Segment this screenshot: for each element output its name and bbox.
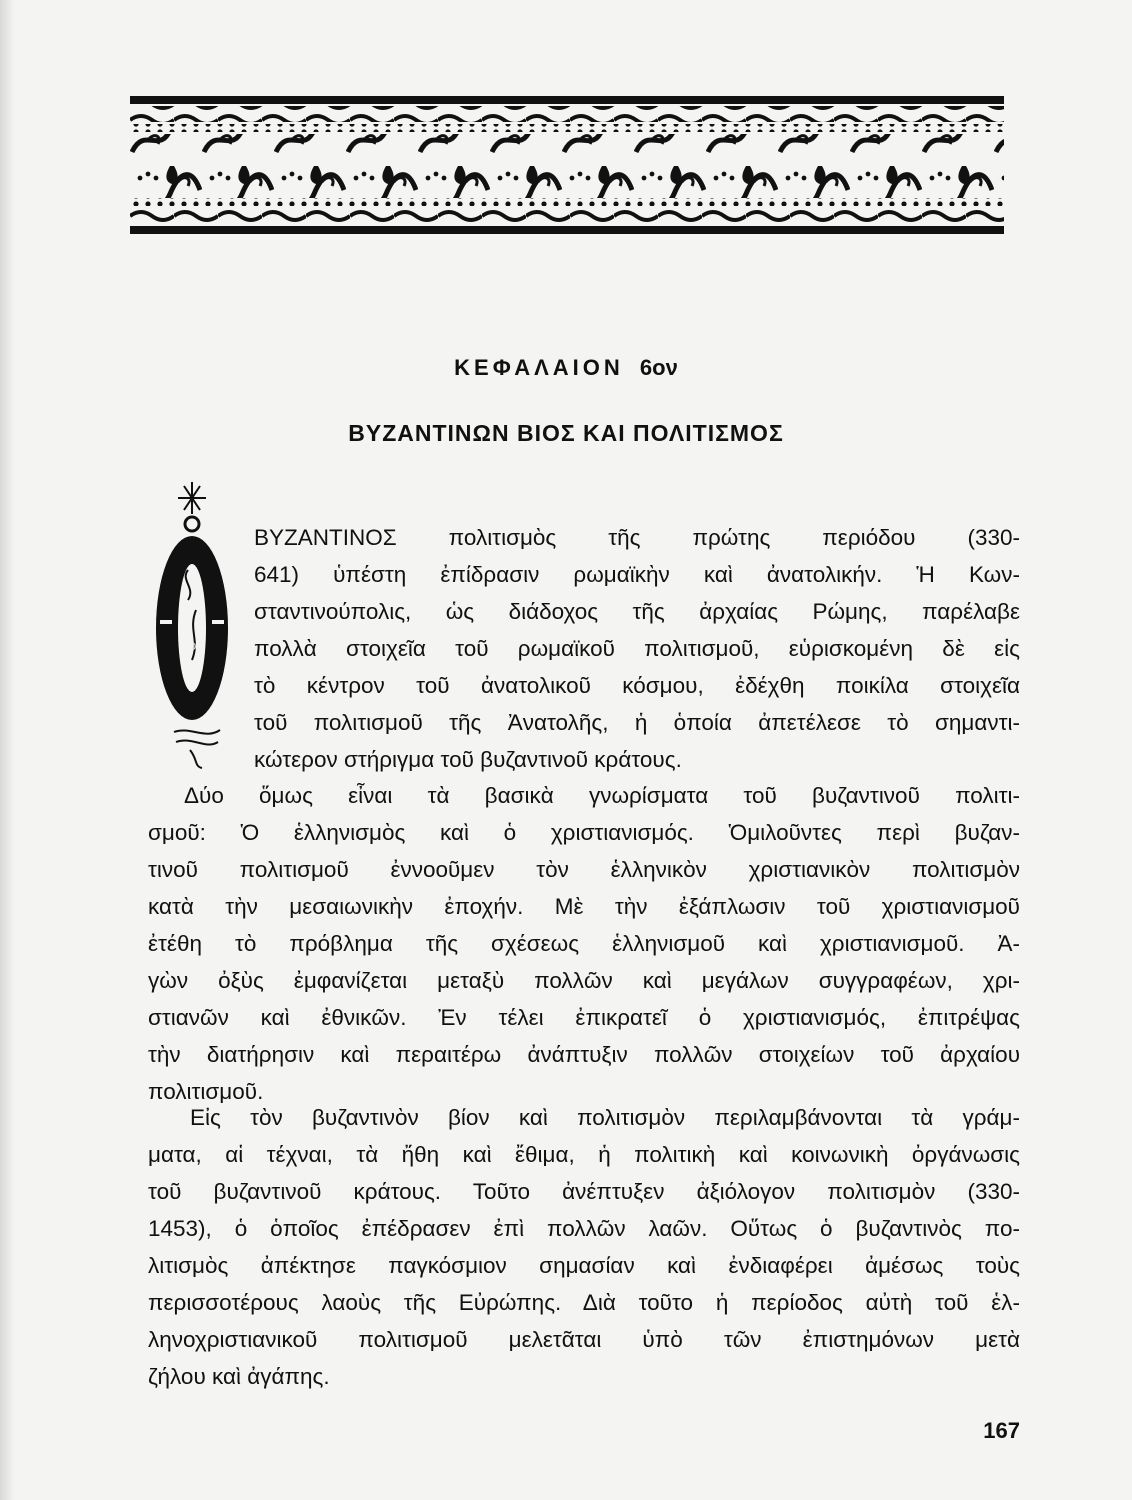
text-line: κατὰ τὴν μεσαιωνικὴν ἐποχήν. Μὲ τὴν ἐξάπλωσιν τοῦ χριστιανισμοῦ <box>148 894 1020 919</box>
chapter-number: 6ον <box>639 355 678 380</box>
text-line: σμοῦ: Ὁ ἑλληνισμὸς καὶ ὁ χριστιανισμός. Ὁμιλοῦντες περὶ βυζαν- <box>148 820 1020 845</box>
paragraph-3 <box>148 1099 1020 1395</box>
text-line: περισσοτέρους λαοὺς τῆς Εὐρώπης. Διὰ τοῦτο ἡ περίοδος αὐτὴ τοῦ ἑλ- <box>148 1290 1020 1315</box>
paragraph-2 <box>148 777 1020 1110</box>
text-line: Δύο ὅμως εἶναι τὰ βασικὰ γνωρίσματα τοῦ βυζαντινοῦ πολιτι- <box>184 783 1020 808</box>
chapter-label <box>0 355 1132 381</box>
text-line: τοῦ πολιτισμοῦ τῆς Ἀνατολῆς, ἡ ὁποία ἀπετέλεσε τὸ σημαντι- <box>254 710 1020 735</box>
text-line: ἐτέθη τὸ πρόβλημα τῆς σχέσεως ἑλληνισμοῦ καὶ χριστιανισμοῦ. Ἀ- <box>148 931 1020 956</box>
text-line: στιανῶν καὶ ἐθνικῶν. Ἐν τέλει ἐπικρατεῖ ὁ χριστιανισμός, ἐπιτρέψας <box>148 1005 1020 1030</box>
text-line: ζήλου καὶ ἀγάπης. <box>148 1364 330 1389</box>
text-line: τοῦ βυζαντινοῦ κράτους. Τοῦτο ἀνέπτυξεν ἀξιόλογον πολιτισμὸν (330- <box>148 1179 1020 1204</box>
text-line: τὸ κέντρον τοῦ ἀνατολικοῦ κόσμου, ἐδέχθη ποικίλα στοιχεῖα <box>254 673 1020 698</box>
text-line: σταντινούπολις, ὡς διάδοχος τῆς ἀρχαίας Ρώμης, παρέλαβε <box>254 599 1020 624</box>
text-line: πολιτισμοῦ. <box>148 1079 264 1104</box>
dropcap-letter: Ο <box>187 639 197 653</box>
text-line: κώτερον στήριγμα τοῦ βυζαντινοῦ κράτους. <box>254 747 682 772</box>
text-line: γὼν ὀξὺς ἐμφανίζεται μεταξὺ πολλῶν καὶ μεγάλων συγγραφέων, χρι- <box>148 968 1020 993</box>
paragraph-1 <box>148 519 1020 778</box>
page-number: 167 <box>983 1418 1020 1443</box>
text-line: ΒΥΖΑΝΤΙΝΟΣ πολιτισμὸς τῆς πρώτης περιόδου (330- <box>254 525 1020 550</box>
chapter-title: ΒΥΖΑΝΤΙΝΩΝ ΒΙΟΣ ΚΑΙ ΠΟΛΙΤΙΣΜΟΣ <box>348 420 784 446</box>
text-line: ματα, αἱ τέχναι, τὰ ἤθη καὶ ἔθιμα, ἡ πολιτικὴ καὶ κοινωνικὴ ὀργάνωσις <box>148 1142 1020 1167</box>
text-line: τινοῦ πολιτισμοῦ ἐννοοῦμεν τὸν ἑλληνικὸν χριστιανικὸν πολιτισμὸν <box>148 857 1020 882</box>
ornamental-header-band <box>130 96 1004 236</box>
text-line: 641) ὑπέστη ἐπίδρασιν ρωμαϊκὴν καὶ ἀνατολικήν. Ἡ Κων- <box>254 562 1020 587</box>
chapter-word: ΚΕΦΑΛΑΙΟΝ <box>454 355 624 380</box>
text-line: Εἰς τὸν βυζαντινὸν βίον καὶ πολιτισμὸν περιλαμβάνονται τὰ γράμ- <box>190 1105 1020 1130</box>
text-line: ληνοχριστιανικοῦ πολιτισμοῦ μελετᾶται ὑπὸ τῶν ἐπιστημόνων μετὰ <box>148 1327 1020 1352</box>
text-line: πολλὰ στοιχεῖα τοῦ ρωμαϊκοῦ πολιτισμοῦ, εὑρισκομένη δὲ εἰς <box>254 636 1020 661</box>
text-line: τὴν διατήρησιν καὶ περαιτέρω ἀνάπτυξιν πολλῶν στοιχείων τοῦ ἀρχαίου <box>148 1042 1020 1067</box>
text-line: 1453), ὁ ὁποῖος ἐπέδρασεν ἐπὶ πολλῶν λαῶν. Οὕτως ὁ βυζαντινὸς πο- <box>148 1216 1020 1241</box>
page-edge <box>0 0 14 1500</box>
text-line: λιτισμὸς ἀπέκτησε παγκόσμιον σημασίαν καὶ ἐνδιαφέρει ἀμέσως τοὺς <box>148 1253 1020 1278</box>
